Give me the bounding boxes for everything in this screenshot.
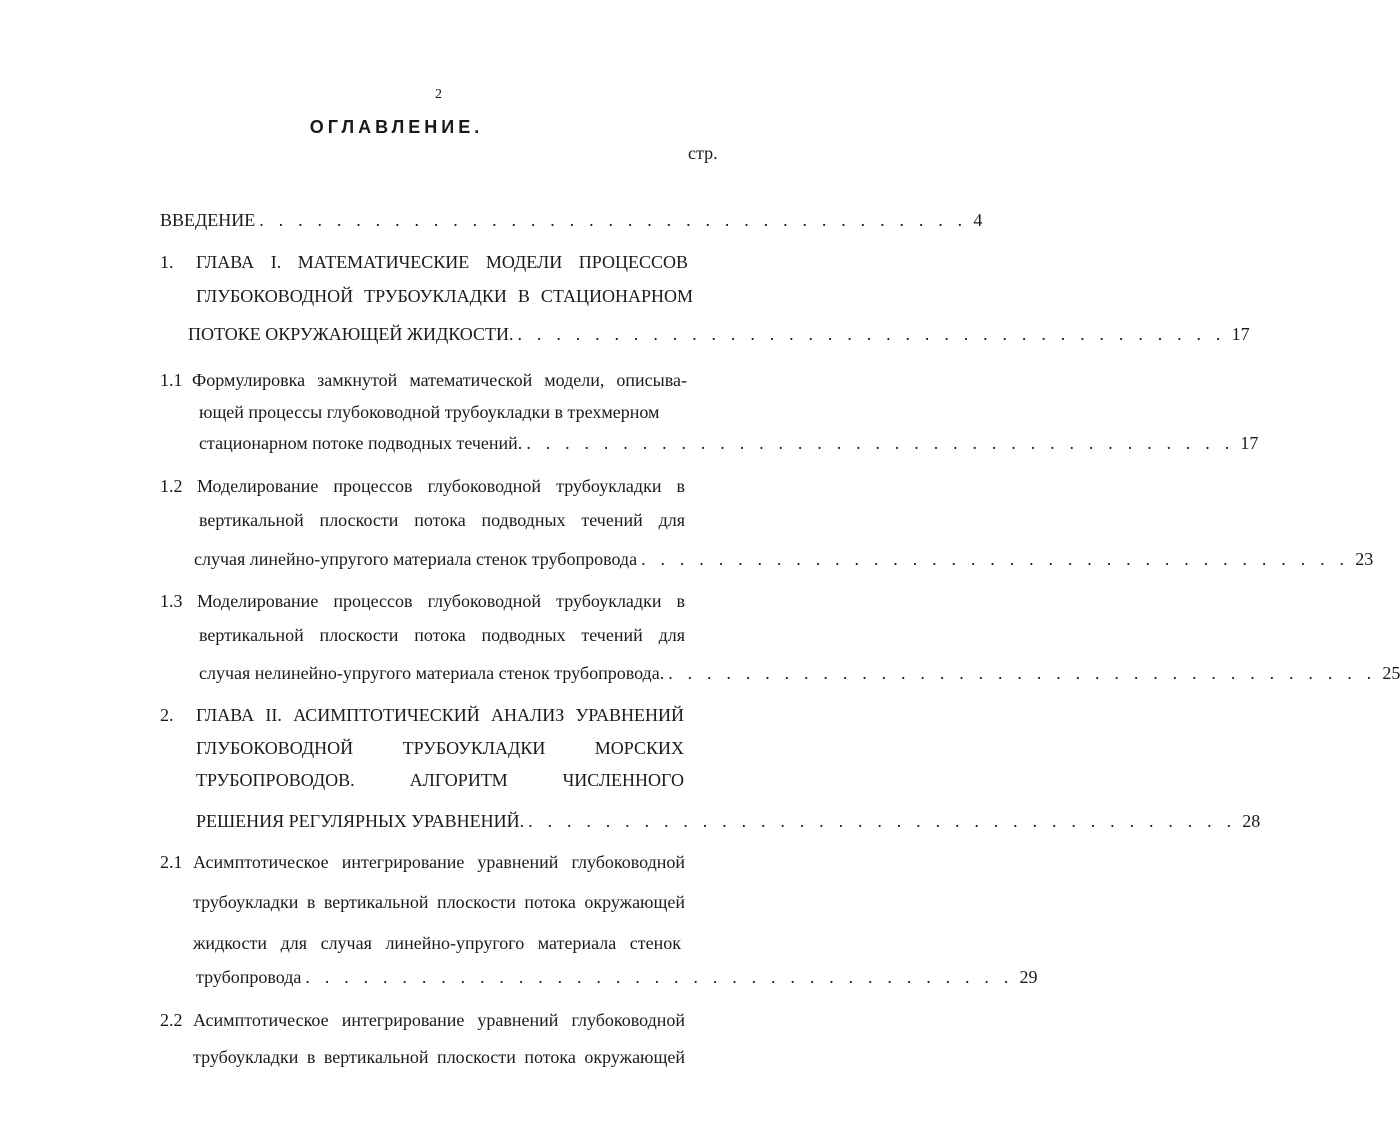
toc-page-number: 23 [1355, 549, 1374, 569]
toc-entry-line [196, 966, 1038, 988]
toc-entry-line: Моделирование процессов глубоководной трубоукладки в [197, 591, 685, 611]
toc-entry-line: ющей процессы глубоководной трубоукладки в трехмерном [199, 402, 660, 422]
toc-entry-number: 1.3 [160, 591, 183, 611]
dot-leader: . . . . . . . . . . . . . . . . . . . . . . . . . . . . . . . . . . . . . [641, 549, 1350, 569]
toc-entry-line: вертикальной плоскости потока подводных течений для [199, 625, 685, 645]
toc-entry-label: стационарном потоке подводных течений. [199, 433, 523, 453]
toc-entry-line: ГЛУБОКОВОДНОЙ ТРУБОУКЛАДКИ МОРСКИХ [196, 738, 684, 758]
toc-entry-label: ВВЕДЕНИЕ [160, 210, 256, 230]
toc-page-number: 28 [1242, 811, 1261, 831]
page-number: 2 [435, 87, 442, 102]
toc-entry-number: 2.2 [160, 1010, 183, 1030]
toc-page-number: 4 [973, 210, 983, 230]
toc-entry-label: РЕШЕНИЯ РЕГУЛЯРНЫХ УРАВНЕНИЙ. [196, 811, 525, 831]
toc-entry-line: Асимптотическое интегрирование уравнений глубоководной [193, 852, 685, 872]
dot-leader: . . . . . . . . . . . . . . . . . . . . . . . . . . . . . . . . . . . . . [526, 433, 1235, 453]
toc-entry-number: 2.1 [160, 852, 183, 872]
dot-leader: . . . . . . . . . . . . . . . . . . . . . . . . . . . . . . . . . . . . . [668, 663, 1377, 683]
toc-entry-line: вертикальной плоскости потока подводных течений для [199, 510, 685, 530]
toc-page-number: 17 [1231, 324, 1250, 344]
dot-leader: . . . . . . . . . . . . . . . . . . . . . . . . . . . . . . . . . . . . . [305, 967, 1014, 987]
dot-leader: . . . . . . . . . . . . . . . . . . . . . . . . . . . . . . . . . . . . . [528, 811, 1237, 831]
toc-entry-line: Асимптотическое интегрирование уравнений глубоководной [193, 1010, 685, 1030]
toc-entry-intro [160, 209, 983, 231]
toc-entry-line: трубоукладки в вертикальной плоскости потока окружающей [193, 892, 685, 912]
dot-leader: . . . . . . . . . . . . . . . . . . . . . . . . . . . . . . . . . . . . . [259, 210, 968, 230]
toc-entry-line: жидкости для случая линейно-упругого материала стенок [193, 933, 681, 953]
page-column-label: стр. [688, 143, 718, 163]
toc-entry-line [199, 662, 1400, 684]
toc-page-number: 29 [1019, 967, 1038, 987]
toc-entry-line [188, 323, 1250, 345]
toc-entry-line [194, 548, 1374, 570]
toc-entry-label: ПОТОКЕ ОКРУЖАЮЩЕЙ ЖИДКОСТИ. [188, 324, 514, 344]
toc-entry-label: случая нелинейно-упругого материала стенок трубопровода. [199, 663, 665, 683]
toc-entry-label: случая линейно-упругого материала стенок трубопровода [194, 549, 638, 569]
toc-entry-label: трубопровода [196, 967, 302, 987]
toc-entry-line: трубоукладки в вертикальной плоскости потока окружающей [193, 1047, 685, 1067]
toc-entry-number: 2. [160, 705, 174, 725]
toc-entry-line: Моделирование процессов глубоководной трубоукладки в [197, 476, 685, 496]
toc-entry-number: 1.1 [160, 370, 183, 390]
toc-entry-line [199, 432, 1259, 454]
toc-page-number: 25 [1382, 663, 1400, 683]
toc-entry-line: ГЛАВА II. АСИМПТОТИЧЕСКИЙ АНАЛИЗ УРАВНЕНИЙ [196, 705, 684, 725]
toc-entry-number: 1.2 [160, 476, 183, 496]
toc-entry-number: 1. [160, 252, 174, 272]
toc-entry-line [196, 810, 1261, 832]
toc-entry-line: ГЛУБОКОВОДНОЙ ТРУБОУКЛАДКИ В СТАЦИОНАРНОМ [196, 286, 693, 306]
toc-entry-line: ГЛАВА I. МАТЕМАТИЧЕСКИЕ МОДЕЛИ ПРОЦЕССОВ [196, 252, 688, 272]
page-title: ОГЛАВЛЕНИЕ. [309, 117, 484, 137]
toc-entry-line: ТРУБОПРОВОДОВ. АЛГОРИТМ ЧИСЛЕННОГО [196, 770, 684, 790]
dot-leader: . . . . . . . . . . . . . . . . . . . . . . . . . . . . . . . . . . . . . [517, 324, 1226, 344]
toc-entry-line: Формулировка замкнутой математической модели, описыва- [192, 370, 687, 390]
toc-page-number: 17 [1240, 433, 1259, 453]
